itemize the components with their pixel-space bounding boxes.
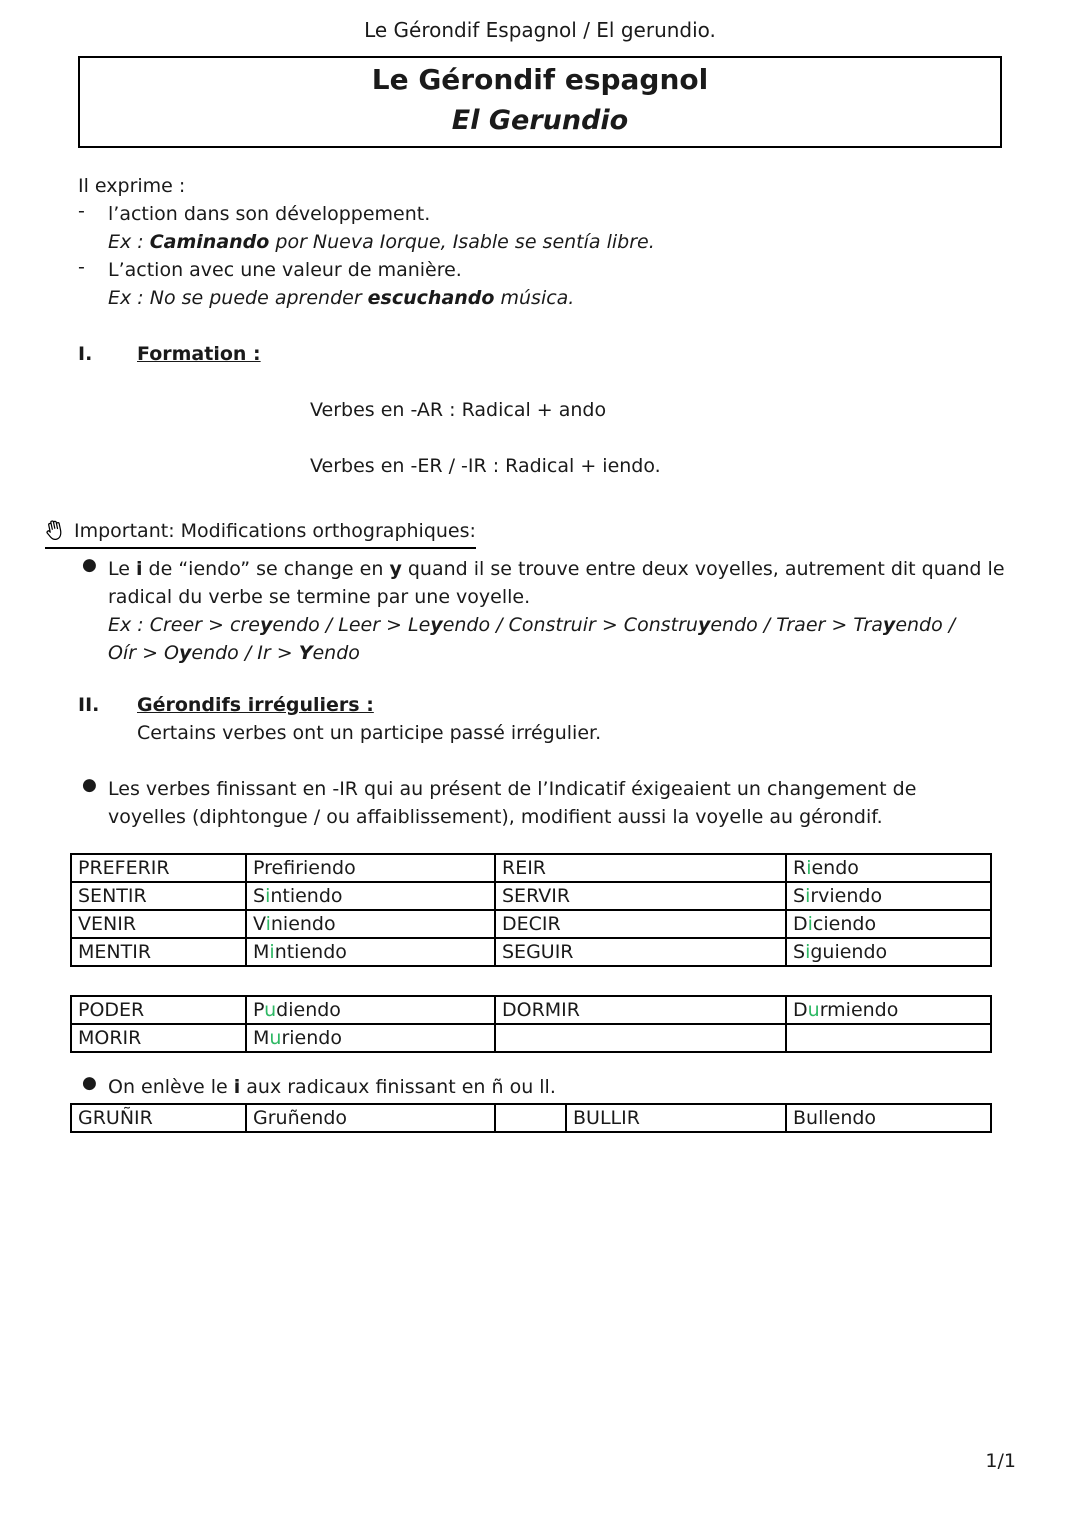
irregular-verbs-table-1 <box>70 853 992 967</box>
page-number: 1/1 <box>985 1450 1016 1472</box>
example-gerunds-line1 <box>108 611 1020 639</box>
table-row <box>71 854 991 882</box>
list-item-text: L’action avec une valeur de manière. <box>108 259 462 281</box>
irregular-verbs-table-3 <box>70 1103 992 1133</box>
page-header: Le Gérondif Espagnol / El gerundio. <box>364 18 716 42</box>
example-text: endo / Leer > Le <box>272 614 431 636</box>
document-body <box>0 172 1080 831</box>
example-text: Ex : Creer > cre <box>108 614 260 636</box>
irregular-rule-line1: Les verbes finissant en -IR qui au présent de l’Indicatif éxigeaient un changement de <box>108 778 917 800</box>
rule-bold-letter: i <box>135 558 143 580</box>
gerund-cell <box>786 882 991 910</box>
example-text: endo / Traer > Tra <box>710 614 883 636</box>
example-bold-letter: y <box>882 614 896 636</box>
spacer-cell <box>495 1104 566 1132</box>
example-gerunds-line2 <box>108 639 1020 667</box>
gerund-highlight-letter: i <box>807 913 813 935</box>
table-row <box>71 996 991 1024</box>
example-bold-letter: Y <box>298 642 313 664</box>
verb-cell: PODER <box>71 996 246 1024</box>
gerund-cell <box>246 910 495 938</box>
verb-cell: GRUÑIR <box>71 1104 246 1132</box>
gerund-cell <box>786 938 991 966</box>
section-2-subtitle: Certains verbes ont un participe passé irrégulier. <box>137 722 602 744</box>
bullet-3-wrap <box>0 1073 1080 1101</box>
important-heading <box>45 516 1020 549</box>
gerund-part: guiendo <box>810 941 888 963</box>
gerund-part: P <box>253 999 265 1021</box>
gerund-cell: Bullendo <box>786 1104 991 1132</box>
gerund-part: ntiendo <box>274 941 347 963</box>
example-bold-letter: y <box>259 614 273 636</box>
document-title: Le Gérondif espagnol <box>371 63 709 96</box>
gerund-highlight-letter: u <box>807 999 820 1021</box>
verb-cell: MENTIR <box>71 938 246 966</box>
example-text: Oír > O <box>108 642 179 664</box>
gerund-part: S <box>793 941 806 963</box>
dash-bullet: - <box>78 200 85 222</box>
table-row <box>71 1024 991 1052</box>
gerund-highlight-letter: i <box>806 857 812 879</box>
list-item <box>78 200 1020 228</box>
example-text: endo / <box>895 614 956 636</box>
gerund-cell <box>786 996 991 1024</box>
example-bold-letter: y <box>179 642 192 664</box>
bullet-icon: ● <box>82 555 97 575</box>
verb-cell: BULLIR <box>566 1104 786 1132</box>
verb-cell: SENTIR <box>71 882 246 910</box>
gerund-cell <box>246 1024 495 1052</box>
gerund-part: M <box>253 941 270 963</box>
verb-cell: SERVIR <box>495 882 786 910</box>
gerund-cell-empty <box>786 1024 991 1052</box>
gerund-cell: Gruñendo <box>246 1104 495 1132</box>
gerund-part: V <box>253 913 266 935</box>
example-line <box>78 228 1020 256</box>
example-bold-word: escuchando <box>367 287 495 309</box>
formation-rule-er-ir: Verbes en -ER / -IR : Radical + iendo. <box>310 455 661 477</box>
section-number: II. <box>78 694 100 716</box>
gerund-part: D <box>793 999 808 1021</box>
verb-cell: DECIR <box>495 910 786 938</box>
verb-cell: MORIR <box>71 1024 246 1052</box>
table-row <box>71 910 991 938</box>
gerund-part: rmiendo <box>819 999 899 1021</box>
gerund-part: D <box>793 913 808 935</box>
list-item-text: l’action dans son développement. <box>108 203 431 225</box>
example-bold-letter: y <box>430 614 443 636</box>
verb-cell-empty <box>495 1024 786 1052</box>
document-subtitle: El Gerundio <box>451 105 629 136</box>
gerund-part: Pref <box>253 857 296 879</box>
gerund-cell <box>246 882 495 910</box>
example-bold-word: Caminando <box>149 231 270 253</box>
example-text: Ex : <box>108 231 150 253</box>
rule-text-part: Le <box>108 558 136 580</box>
rule-bold-letter: y <box>389 558 402 580</box>
gerund-cell <box>786 910 991 938</box>
example-text: endo / Construir > Constru <box>442 614 698 636</box>
gerund-part: riendo <box>295 857 356 879</box>
nh-ll-rule <box>108 1073 556 1101</box>
list-item <box>78 256 1020 284</box>
gerund-highlight-letter: i <box>805 941 811 963</box>
rule-text-part: aux radicaux finissant en ñ ou ll. <box>240 1076 556 1098</box>
bullet-icon: ● <box>82 1073 97 1093</box>
bullet-item <box>78 775 1020 831</box>
gerund-cell <box>246 996 495 1024</box>
gerund-part: diendo <box>276 999 341 1021</box>
intro-lead: Il exprime : <box>78 175 186 197</box>
section-title: Formation : <box>137 343 261 365</box>
verb-cell: VENIR <box>71 910 246 938</box>
verb-cell: DORMIR <box>495 996 786 1024</box>
gerund-highlight-letter: u <box>269 1027 282 1049</box>
rule-text-part: quand il se trouve entre deux voyelles, autrement dit quand le <box>401 558 1005 580</box>
rule-text-part: de “iendo” se change en <box>142 558 390 580</box>
gerund-part: rviendo <box>810 885 883 907</box>
verb-cell: REIR <box>495 854 786 882</box>
section-title: Gérondifs irréguliers : <box>137 694 374 716</box>
verb-cell: PREFERIR <box>71 854 246 882</box>
rule-bold-letter: i <box>233 1076 241 1098</box>
dash-bullet: - <box>78 256 85 278</box>
section-number: I. <box>78 343 93 365</box>
gerund-highlight-letter: i <box>269 941 275 963</box>
gerund-highlight-letter: i <box>265 913 271 935</box>
section-1-heading <box>78 340 1020 368</box>
example-text: música. <box>494 287 575 309</box>
example-line <box>78 284 1020 312</box>
gerund-part: ciendo <box>812 913 877 935</box>
table-row <box>71 882 991 910</box>
formation-rule-ar: Verbes en -AR : Radical + ando <box>310 399 607 421</box>
table-row <box>71 938 991 966</box>
gerund-part: endo <box>811 857 859 879</box>
example-text: por Nueva Iorque, Isable se sentía libre. <box>269 231 655 253</box>
rule-text-part: On enlève le <box>108 1076 234 1098</box>
section-2-heading <box>78 691 1020 719</box>
gerund-part: niendo <box>270 913 336 935</box>
rule-text <box>108 555 1020 583</box>
table-row <box>71 1104 991 1132</box>
gerund-cell <box>246 938 495 966</box>
irregular-rule-line2: voyelles (diphtongue / ou affaiblissement), modifient aussi la voyelle au gérondif. <box>108 806 883 828</box>
gerund-part: M <box>253 1027 270 1049</box>
gerund-cell <box>786 854 991 882</box>
bullet-item <box>78 555 1020 667</box>
gerund-part: S <box>793 885 806 907</box>
rule-text-line2: radical du verbe se termine par une voyelle. <box>108 586 531 608</box>
gerund-part: S <box>253 885 266 907</box>
gerund-part: ntiendo <box>270 885 343 907</box>
example-text: endo / Ir > <box>191 642 299 664</box>
title-box <box>78 56 1002 148</box>
important-title: Important: Modifications orthographiques: <box>74 520 476 542</box>
gerund-part: riendo <box>281 1027 342 1049</box>
irregular-verbs-table-2 <box>70 995 992 1053</box>
gerund-highlight-letter: u <box>264 999 277 1021</box>
bullet-item <box>78 1073 1020 1101</box>
example-bold-letter: y <box>697 614 711 636</box>
hand-icon <box>42 516 69 549</box>
example-text: Ex : No se puede aprender <box>108 287 368 309</box>
gerund-part: R <box>793 857 807 879</box>
gerund-highlight-letter: i <box>265 885 271 907</box>
gerund-cell <box>246 854 495 882</box>
bullet-icon: ● <box>82 775 97 795</box>
example-text: endo <box>312 642 360 664</box>
verb-cell: SEGUIR <box>495 938 786 966</box>
gerund-highlight-letter: i <box>805 885 811 907</box>
